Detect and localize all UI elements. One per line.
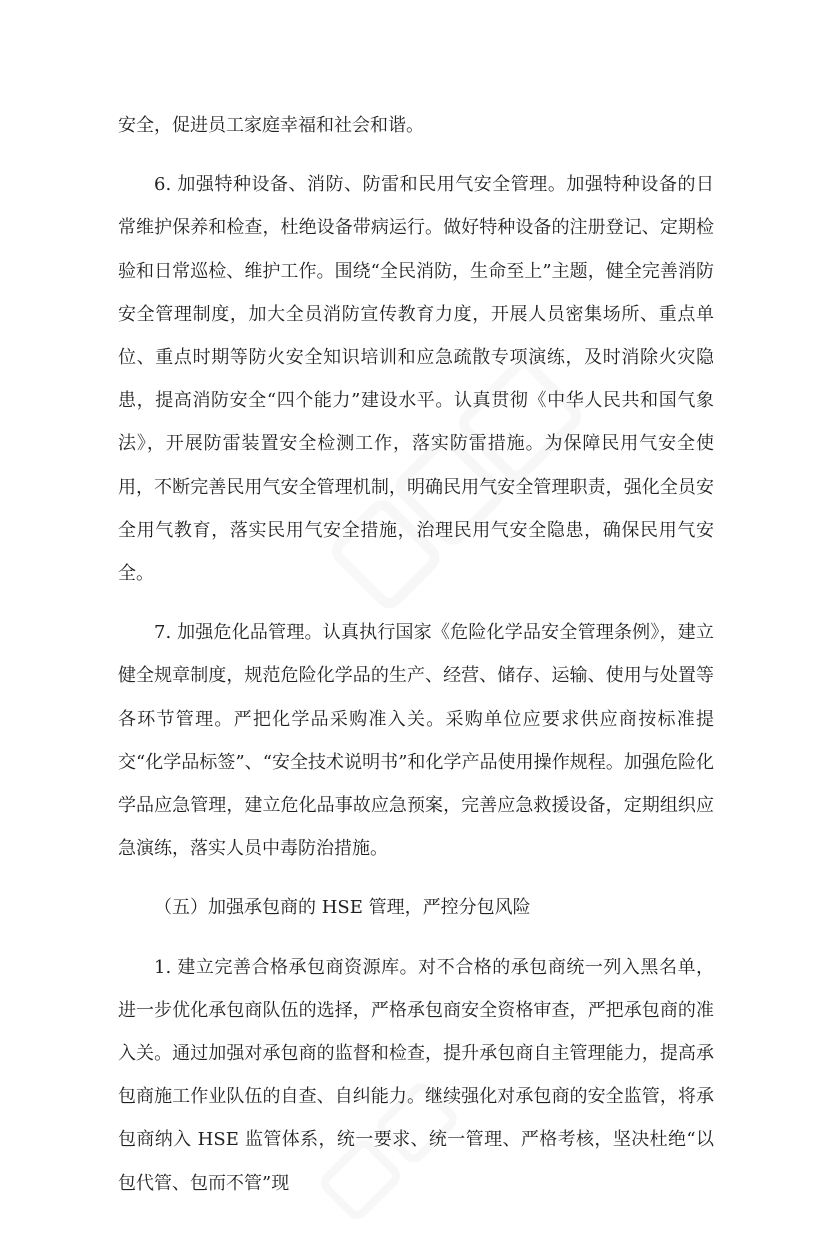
paragraph-continuation: 安全，促进员工家庭幸福和社会和谐。 [118,115,424,136]
document-body [118,104,714,1221]
paragraph-item-7-hazardous-chemicals: 7. 加强危化品管理。认真执行国家《危险化学品安全管理条例》，建立健全规章制度，规范危险化学品的生产、经营、储存、运输、使用与处置等各环节管理。严把化学品采购准入关。采购单位应要求供应商按标准提交“化学品标签”、“安全技术说明书”和化学产品使用操作规程。加强危险化学品应急管理，建立危化品事故应急预案，完善应急救援设备，定期组织应急演练，落实人员中毒防治措施。 [118,622,714,860]
paragraph-item-6-special-equipment: 6. 加强特种设备、消防、防雷和民用气安全管理。加强特种设备的日常维护保养和检查，杜绝设备带病运行。做好特种设备的注册登记、定期检验和日常巡检、维护工作。围绕“全民消防，生命至上”主题，健全完善消防安全管理制度，加大全员消防宣传教育力度，开展人员密集场所、重点单位、重点时期等防火安全知识培训和应急疏散专项演练，及时消除火灾隐患，提高消防安全“四个能力”建设水平。认真贯彻《中华人民共和国气象法》，开展防雷装置安全检测工作，落实防雷措施。为保障民用气安全使用，不断完善民用气安全管理机制，明确民用气安全管理职责，强化全员安全用气教育，落实民用气安全措施，治理民用气安全隐患，确保民用气安全。 [118,174,714,585]
paragraph-item-1-contractor-resource: 1. 建立完善合格承包商资源库。对不合格的承包商统一列入黑名单，进一步优化承包商队伍的选择，严格承包商安全资格审查，严把承包商的准入关。通过加强对承包商的监督和检查，提升承包商自主管理能力，提高承包商施工作业队伍的自查、自纠能力。继续强化对承包商的安全监管，将承包商纳入 HSE 监管体系，统一要求、统一管理、严格考核，坚决杜绝“以包代管、包而不管”现 [118,956,714,1194]
section-heading-contractor-hse: （五）加强承包商的 HSE 管理，严控分包风险 [154,897,531,919]
